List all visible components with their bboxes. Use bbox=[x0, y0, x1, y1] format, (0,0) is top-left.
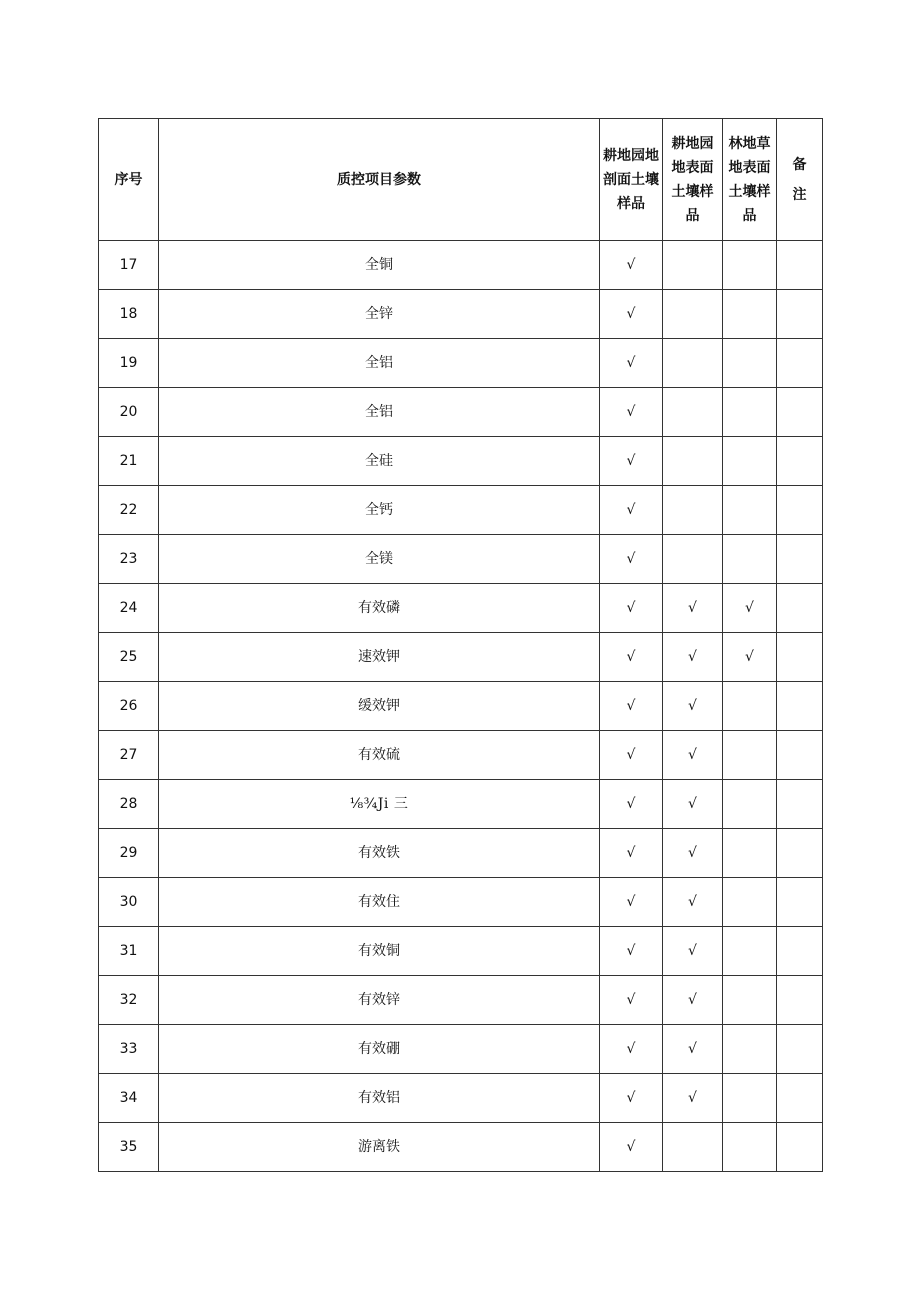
row-param: 有效住 bbox=[159, 878, 600, 927]
row-remark bbox=[777, 1074, 823, 1123]
table-row bbox=[99, 486, 823, 535]
table-row bbox=[99, 241, 823, 290]
row-seq: 23 bbox=[99, 535, 159, 584]
row-param: 全铜 bbox=[159, 241, 600, 290]
row-seq: 26 bbox=[99, 682, 159, 731]
row-check-surface: √ bbox=[663, 682, 723, 731]
row-remark bbox=[777, 829, 823, 878]
row-param: 缓效钾 bbox=[159, 682, 600, 731]
row-check-profile: √ bbox=[600, 241, 663, 290]
row-check-surface: √ bbox=[663, 878, 723, 927]
row-check-profile: √ bbox=[600, 1074, 663, 1123]
row-check-forest: √ bbox=[723, 633, 777, 682]
table-row bbox=[99, 1123, 823, 1172]
row-check-forest bbox=[723, 1025, 777, 1074]
row-check-forest bbox=[723, 290, 777, 339]
header-col-surface-label: 耕地园地表面土壤样品 bbox=[671, 135, 714, 224]
row-seq: 35 bbox=[99, 1123, 159, 1172]
row-check-surface bbox=[663, 339, 723, 388]
header-col-remark bbox=[777, 119, 823, 241]
row-check-profile: √ bbox=[600, 829, 663, 878]
table-row bbox=[99, 731, 823, 780]
row-param: 全钙 bbox=[159, 486, 600, 535]
row-check-forest bbox=[723, 731, 777, 780]
row-seq: 17 bbox=[99, 241, 159, 290]
table-row bbox=[99, 535, 823, 584]
table-row bbox=[99, 290, 823, 339]
row-check-profile: √ bbox=[600, 1025, 663, 1074]
quality-control-table bbox=[98, 118, 823, 1172]
row-check-surface: √ bbox=[663, 780, 723, 829]
row-check-forest bbox=[723, 437, 777, 486]
row-param: ⅛¾Ji 三 bbox=[159, 780, 600, 829]
row-remark bbox=[777, 633, 823, 682]
row-check-surface: √ bbox=[663, 829, 723, 878]
row-check-surface: √ bbox=[663, 584, 723, 633]
table-row bbox=[99, 388, 823, 437]
row-check-profile: √ bbox=[600, 1123, 663, 1172]
row-seq: 29 bbox=[99, 829, 159, 878]
row-seq: 25 bbox=[99, 633, 159, 682]
row-check-surface: √ bbox=[663, 731, 723, 780]
row-check-forest: √ bbox=[723, 584, 777, 633]
row-seq: 32 bbox=[99, 976, 159, 1025]
row-check-surface bbox=[663, 486, 723, 535]
table-row bbox=[99, 633, 823, 682]
row-check-profile: √ bbox=[600, 682, 663, 731]
row-check-profile: √ bbox=[600, 633, 663, 682]
row-check-forest bbox=[723, 829, 777, 878]
row-remark bbox=[777, 241, 823, 290]
row-param: 全铝 bbox=[159, 388, 600, 437]
row-seq: 21 bbox=[99, 437, 159, 486]
header-col-forest-label: 林地草地表面土壤样品 bbox=[728, 135, 771, 224]
row-seq: 22 bbox=[99, 486, 159, 535]
row-remark bbox=[777, 1123, 823, 1172]
row-remark bbox=[777, 878, 823, 927]
row-check-profile: √ bbox=[600, 339, 663, 388]
row-check-surface bbox=[663, 437, 723, 486]
table-row bbox=[99, 1025, 823, 1074]
row-seq: 28 bbox=[99, 780, 159, 829]
row-param: 全铝 bbox=[159, 339, 600, 388]
table-row bbox=[99, 339, 823, 388]
row-param: 有效硼 bbox=[159, 1025, 600, 1074]
row-param: 有效锌 bbox=[159, 976, 600, 1025]
row-remark bbox=[777, 1025, 823, 1074]
row-check-forest bbox=[723, 1123, 777, 1172]
row-check-profile: √ bbox=[600, 927, 663, 976]
table-header bbox=[99, 119, 823, 241]
row-check-surface: √ bbox=[663, 976, 723, 1025]
row-check-surface: √ bbox=[663, 927, 723, 976]
row-check-forest bbox=[723, 241, 777, 290]
row-remark bbox=[777, 584, 823, 633]
row-check-forest bbox=[723, 927, 777, 976]
table-row bbox=[99, 584, 823, 633]
row-remark bbox=[777, 535, 823, 584]
row-check-forest bbox=[723, 1074, 777, 1123]
row-seq: 24 bbox=[99, 584, 159, 633]
row-param: 游离铁 bbox=[159, 1123, 600, 1172]
row-remark bbox=[777, 682, 823, 731]
row-remark bbox=[777, 339, 823, 388]
header-col-profile bbox=[600, 119, 663, 241]
table-row bbox=[99, 829, 823, 878]
row-check-surface bbox=[663, 290, 723, 339]
row-param: 全镁 bbox=[159, 535, 600, 584]
row-check-surface bbox=[663, 535, 723, 584]
row-check-surface bbox=[663, 1123, 723, 1172]
row-check-profile: √ bbox=[600, 388, 663, 437]
table-body bbox=[99, 241, 823, 1172]
row-check-profile: √ bbox=[600, 878, 663, 927]
table-row bbox=[99, 878, 823, 927]
row-check-profile: √ bbox=[600, 535, 663, 584]
row-check-profile: √ bbox=[600, 780, 663, 829]
row-check-profile: √ bbox=[600, 290, 663, 339]
header-row bbox=[99, 119, 823, 241]
row-param: 有效铁 bbox=[159, 829, 600, 878]
row-param: 全硅 bbox=[159, 437, 600, 486]
row-check-forest bbox=[723, 976, 777, 1025]
header-param: 质控项目参数 bbox=[159, 119, 600, 241]
row-seq: 30 bbox=[99, 878, 159, 927]
header-col-remark-label: 备注 bbox=[792, 156, 807, 203]
row-remark bbox=[777, 976, 823, 1025]
table-row bbox=[99, 976, 823, 1025]
row-check-profile: √ bbox=[600, 486, 663, 535]
row-remark bbox=[777, 388, 823, 437]
row-remark bbox=[777, 780, 823, 829]
header-col-surface bbox=[663, 119, 723, 241]
row-check-surface: √ bbox=[663, 1025, 723, 1074]
row-seq: 19 bbox=[99, 339, 159, 388]
row-param: 有效铜 bbox=[159, 927, 600, 976]
row-seq: 27 bbox=[99, 731, 159, 780]
header-seq: 序号 bbox=[99, 119, 159, 241]
row-remark bbox=[777, 486, 823, 535]
row-check-forest bbox=[723, 486, 777, 535]
table-row bbox=[99, 780, 823, 829]
row-remark bbox=[777, 927, 823, 976]
row-check-forest bbox=[723, 878, 777, 927]
row-remark bbox=[777, 731, 823, 780]
row-check-surface: √ bbox=[663, 1074, 723, 1123]
row-check-surface: √ bbox=[663, 633, 723, 682]
row-check-forest bbox=[723, 535, 777, 584]
row-remark bbox=[777, 437, 823, 486]
table-row bbox=[99, 927, 823, 976]
row-seq: 34 bbox=[99, 1074, 159, 1123]
row-check-surface bbox=[663, 241, 723, 290]
row-check-surface bbox=[663, 388, 723, 437]
table-row bbox=[99, 437, 823, 486]
row-param: 有效硫 bbox=[159, 731, 600, 780]
row-param: 有效铝 bbox=[159, 1074, 600, 1123]
row-seq: 33 bbox=[99, 1025, 159, 1074]
row-check-forest bbox=[723, 682, 777, 731]
row-param: 有效磷 bbox=[159, 584, 600, 633]
row-check-profile: √ bbox=[600, 437, 663, 486]
table-row bbox=[99, 1074, 823, 1123]
row-remark bbox=[777, 290, 823, 339]
row-check-forest bbox=[723, 780, 777, 829]
header-col-profile-label: 耕地园地剖面土壤样品 bbox=[603, 147, 659, 212]
row-seq: 31 bbox=[99, 927, 159, 976]
row-seq: 18 bbox=[99, 290, 159, 339]
row-check-profile: √ bbox=[600, 584, 663, 633]
row-param: 速效钾 bbox=[159, 633, 600, 682]
row-check-profile: √ bbox=[600, 731, 663, 780]
row-seq: 20 bbox=[99, 388, 159, 437]
row-param: 全锌 bbox=[159, 290, 600, 339]
row-check-forest bbox=[723, 339, 777, 388]
row-check-forest bbox=[723, 388, 777, 437]
row-check-profile: √ bbox=[600, 976, 663, 1025]
header-col-forest bbox=[723, 119, 777, 241]
table-row bbox=[99, 682, 823, 731]
